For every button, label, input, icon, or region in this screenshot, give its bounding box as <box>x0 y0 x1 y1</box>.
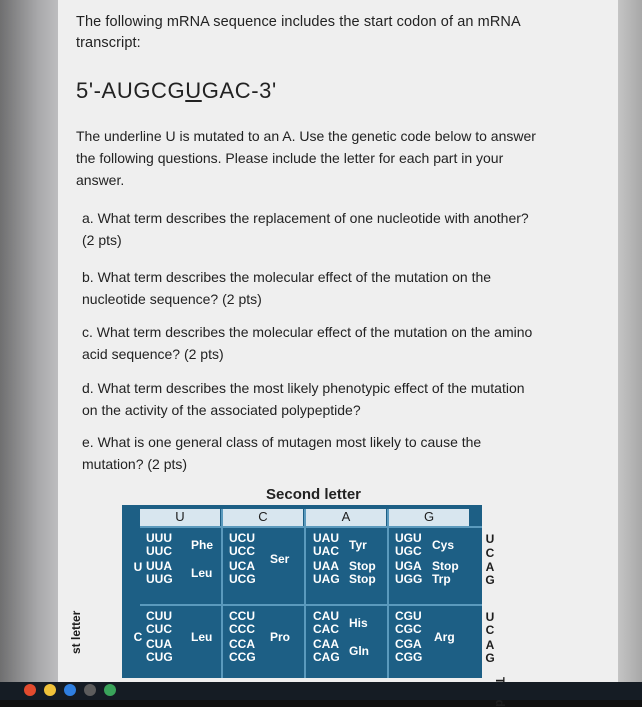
codon-ccg: CCG <box>229 650 256 664</box>
amino-acid-phe: Phe <box>191 538 214 552</box>
amino-acid-cys: Cys <box>432 538 455 552</box>
table-divider <box>140 526 482 528</box>
codon-cac: CAC <box>313 622 339 636</box>
question-a: a. What term describes the replacement of one nucleotide with another? (2 pts) <box>82 210 529 248</box>
codon-cag: CAG <box>313 650 340 664</box>
codon-uuc: UUC <box>146 544 172 558</box>
codon-cca: CCA <box>229 637 255 651</box>
header-c: C <box>223 509 303 527</box>
first-letter-c: C <box>133 630 143 644</box>
amino-acid-his: His <box>349 616 368 630</box>
amino-acid-pro: Pro <box>270 630 291 644</box>
third-letter-a: A <box>485 638 495 652</box>
codon-ugc: UGC <box>395 544 422 558</box>
codon-ugu: UGU <box>395 531 422 545</box>
question-d: d. What term describes the most likely phenotypic effect of the mutation on the activity of the associated polypeptide? <box>82 380 525 418</box>
codon-uaa: UAA <box>313 559 339 573</box>
worksheet-paper <box>58 0 618 700</box>
question-c: c. What term describes the molecular effect of the mutation on the amino acid sequence? (2 pts) <box>82 324 533 362</box>
codon-cgu: CGU <box>395 609 422 623</box>
codon-uua: UUA <box>146 559 172 573</box>
taskbar-icons <box>24 684 116 698</box>
third-letter-u: U <box>485 610 495 624</box>
amino-acid-ser: Ser <box>270 552 290 566</box>
codon-ucg: UCG <box>229 572 256 586</box>
amino-acid-gln: Gln <box>349 644 369 658</box>
first-letter-u: U <box>133 560 143 574</box>
amino-acid-leu-c: Leu <box>191 630 213 644</box>
codon-uag: UAG <box>313 572 340 586</box>
header-a: A <box>306 509 386 527</box>
codon-uau: UAU <box>313 531 339 545</box>
app-icon <box>24 684 36 696</box>
third-letter-c: C <box>485 623 495 637</box>
third-letter-a: A <box>485 560 495 574</box>
underlined-nucleotide: U <box>185 78 202 103</box>
codon-uga: UGA <box>395 559 422 573</box>
codon-uuu: UUU <box>146 531 172 545</box>
codon-cuu: CUU <box>146 609 172 623</box>
codon-ucu: UCU <box>229 531 255 545</box>
table-divider <box>387 509 389 678</box>
third-letter-c: C <box>485 546 495 560</box>
third-letter-g: G <box>485 573 495 587</box>
amino-acid-trp: Trp <box>432 572 451 586</box>
third-letter-u: U <box>485 532 495 546</box>
codon-uca: UCA <box>229 559 255 573</box>
codon-cgc: CGC <box>395 622 422 636</box>
codon-ugg: UGG <box>395 572 423 586</box>
sequence-prefix: 5'-AUGCG <box>76 78 186 103</box>
mrna-sequence <box>76 78 277 104</box>
table-divider <box>221 509 223 678</box>
sequence-suffix: GAC-3' <box>201 78 277 103</box>
codon-cug: CUG <box>146 650 173 664</box>
app-icon <box>64 684 76 696</box>
taskbar-strip <box>0 682 642 700</box>
first-letter-label: st letter <box>69 610 83 654</box>
header-u: U <box>140 509 220 527</box>
amino-acid-leu: Leu <box>191 566 213 580</box>
codon-ccu: CCU <box>229 609 255 623</box>
codon-uac: UAC <box>313 544 339 558</box>
genetic-code-table <box>122 505 482 678</box>
question-e: e. What is one general class of mutagen most likely to cause the mutation? (2 pts) <box>82 434 482 472</box>
table-divider <box>140 604 482 606</box>
app-icon <box>44 684 56 696</box>
third-letter-g: G <box>485 651 495 665</box>
table-divider <box>304 509 306 678</box>
codon-cuc: CUC <box>146 622 172 636</box>
intro-text: The following mRNA sequence includes the start codon of an mRNA transcript: <box>76 14 520 51</box>
codon-cua: CUA <box>146 637 172 651</box>
instructions-text: The underline U is mutated to an A. Use the genetic code below to answer the following questions. Please include the letter for each part in your answer. <box>76 128 536 188</box>
app-icon <box>104 684 116 696</box>
codon-cau: CAU <box>313 609 339 623</box>
stop-label-uag: Stop <box>349 572 376 586</box>
codon-ucc: UCC <box>229 544 255 558</box>
app-icon <box>84 684 96 696</box>
table-title: Second letter <box>266 486 362 503</box>
stop-label-uga: Stop <box>432 559 459 573</box>
codon-uug: UUG <box>146 572 173 586</box>
amino-acid-arg: Arg <box>434 630 455 644</box>
header-g: G <box>389 509 469 527</box>
amino-acid-tyr: Tyr <box>349 538 367 552</box>
stop-label-uaa: Stop <box>349 559 376 573</box>
codon-caa: CAA <box>313 637 339 651</box>
codon-ccc: CCC <box>229 622 255 636</box>
codon-cgg: CGG <box>395 650 423 664</box>
codon-cga: CGA <box>395 637 422 651</box>
question-b: b. What term describes the molecular effect of the mutation on the nucleotide sequence? (2 pts) <box>82 269 492 307</box>
